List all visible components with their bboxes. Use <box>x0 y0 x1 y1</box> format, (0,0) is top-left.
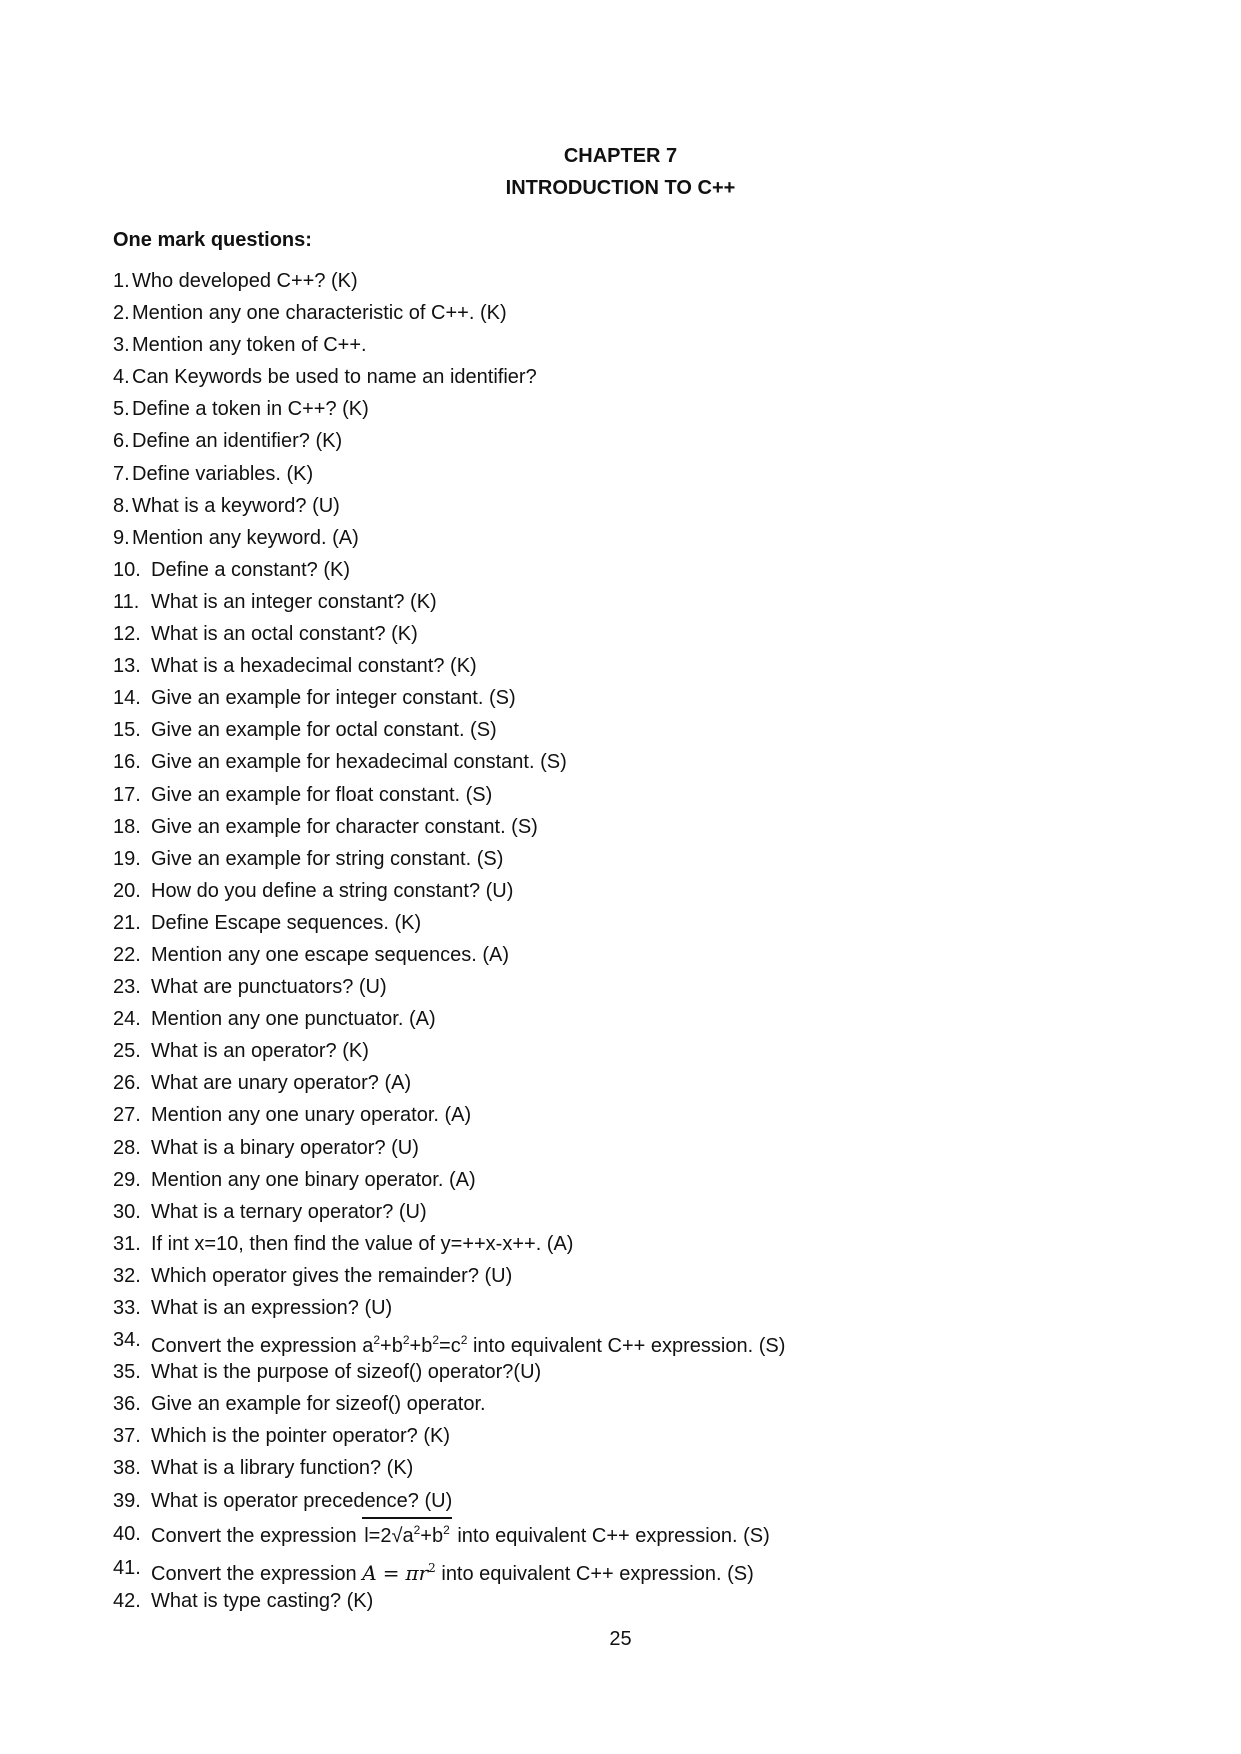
question-text <box>151 1517 770 1551</box>
question-item <box>113 939 1163 971</box>
question-number: 15. <box>113 719 141 742</box>
question-item <box>113 875 1163 907</box>
question-item <box>113 746 1163 778</box>
question-item <box>113 1292 1163 1324</box>
question-number: 37. <box>113 1425 141 1448</box>
formula-variable: π <box>405 1560 419 1585</box>
question-text: Mention any one escape sequences. (A) <box>151 943 509 966</box>
question-text: What is type casting? (K) <box>151 1589 374 1612</box>
question-text: What is a hexadecimal constant? (K) <box>151 655 477 678</box>
question-text: What is an expression? (U) <box>151 1297 393 1319</box>
question-item <box>113 490 1163 522</box>
formula-operator: = <box>382 1560 400 1585</box>
question-text: Which operator gives the remainder? (U) <box>151 1264 513 1287</box>
question-text: How do you define a string constant? (U) <box>151 879 514 902</box>
question-number: 34. <box>113 1329 141 1352</box>
page-number: 25 <box>609 1628 632 1650</box>
question-item <box>113 1164 1163 1196</box>
question-text: Can Keywords be used to name an identifier? <box>132 366 537 389</box>
text-part: +b <box>409 1335 433 1358</box>
chapter-number: CHAPTER 7 <box>563 145 678 167</box>
question-text: What is an integer constant? (K) <box>151 590 437 613</box>
question-number: 21. <box>113 911 141 934</box>
question-text: Give an example for string constant. (S) <box>151 847 504 870</box>
formula-part: +b <box>420 1524 444 1547</box>
question-item <box>113 1196 1163 1228</box>
question-number: 24. <box>113 1008 141 1031</box>
question-number: 1. <box>113 270 130 292</box>
question-number: 26. <box>113 1072 141 1095</box>
question-item <box>113 1132 1163 1164</box>
text-part: into equivalent C++ expression. (S) <box>467 1335 786 1358</box>
question-text: Define a token in C++? (K) <box>132 398 369 421</box>
question-number: 20. <box>113 879 141 902</box>
question-number: 14. <box>113 687 141 710</box>
question-number: 17. <box>113 783 141 806</box>
question-number: 5. <box>113 398 130 421</box>
question-item <box>113 1324 1163 1356</box>
question-text: Which is the pointer operator? (K) <box>151 1425 451 1448</box>
question-item <box>113 1228 1163 1260</box>
question-number: 10. <box>113 558 141 581</box>
question-number: 9. <box>113 526 130 549</box>
text-part: Convert the expression <box>151 1524 363 1547</box>
question-item <box>113 682 1163 714</box>
text-part: Convert the expression a <box>151 1335 374 1358</box>
question-text: Define a constant? (K) <box>151 558 350 581</box>
question-number: 7. <box>113 462 130 485</box>
question-text: Mention any token of C++. <box>132 334 367 357</box>
question-item <box>113 1388 1163 1420</box>
question-number: 13. <box>113 655 141 678</box>
question-number: 19. <box>113 847 141 870</box>
formula-part: a <box>402 1524 414 1547</box>
chapter-header <box>0 140 1241 204</box>
question-number: 23. <box>113 976 141 999</box>
formula <box>362 1560 436 1585</box>
question-number: 11. <box>113 590 140 613</box>
question-text: What is the purpose of sizeof() operator?(U) <box>151 1361 542 1384</box>
question-text: Who developed C++? (K) <box>132 270 358 292</box>
question-item <box>113 586 1163 618</box>
question-text: Give an example for character constant. (S) <box>151 815 538 838</box>
text-part: =c <box>439 1335 461 1358</box>
question-number: 28. <box>113 1136 141 1159</box>
superscript: 2 <box>373 1333 381 1348</box>
text-part: Convert the expression <box>151 1562 363 1585</box>
question-item <box>113 1585 1163 1617</box>
formula-variable: r <box>418 1560 429 1585</box>
question-text: What is a ternary operator? (U) <box>151 1200 427 1223</box>
superscript: 2 <box>402 1333 410 1348</box>
question-item <box>113 971 1163 1003</box>
question-number: 22. <box>113 943 141 966</box>
question-item <box>113 1067 1163 1099</box>
question-item <box>113 329 1163 361</box>
question-number: 6. <box>113 430 130 453</box>
question-item <box>113 1485 1163 1517</box>
question-text: Mention any one punctuator. (A) <box>151 1008 436 1031</box>
question-item <box>113 779 1163 811</box>
question-item <box>113 1099 1163 1131</box>
question-number: 39. <box>113 1489 141 1512</box>
superscript: 2 <box>443 1522 450 1537</box>
question-item <box>113 1035 1163 1067</box>
question-list <box>113 265 1163 1617</box>
question-text: Mention any one unary operator. (A) <box>151 1104 472 1127</box>
question-item <box>113 843 1163 875</box>
question-number: 32. <box>113 1264 141 1287</box>
question-item <box>113 811 1163 843</box>
question-item <box>113 1260 1163 1292</box>
question-number: 38. <box>113 1457 141 1480</box>
question-text: What are punctuators? (U) <box>151 976 387 999</box>
question-text <box>151 1551 754 1585</box>
text-part: into equivalent C++ expression. (S) <box>435 1562 754 1585</box>
question-text: Mention any one binary operator. (A) <box>151 1168 476 1191</box>
text-part: +b <box>380 1335 403 1358</box>
question-text: Give an example for octal constant. (S) <box>151 719 497 742</box>
question-item <box>113 297 1163 329</box>
question-number: 12. <box>113 623 141 646</box>
question-text: If int x=10, then find the value of y=++x-x++. (A) <box>151 1232 574 1255</box>
question-item <box>113 265 1163 297</box>
question-text <box>151 1324 785 1356</box>
question-number: 33. <box>113 1297 141 1319</box>
sqrt-icon: √ <box>391 1524 403 1547</box>
question-number: 27. <box>113 1104 141 1127</box>
question-text: Mention any keyword. (A) <box>132 526 359 549</box>
superscript: 2 <box>432 1333 440 1348</box>
question-item <box>113 1356 1163 1388</box>
superscript: 2 <box>413 1522 421 1537</box>
question-item <box>113 1551 1163 1585</box>
formula-variable: A <box>362 1560 377 1585</box>
question-text: Define Escape sequences. (K) <box>151 911 422 934</box>
question-text: What is a keyword? (U) <box>132 494 340 517</box>
question-item <box>113 714 1163 746</box>
question-number: 25. <box>113 1040 141 1063</box>
question-text: What is a binary operator? (U) <box>151 1136 419 1159</box>
question-item <box>113 1003 1163 1035</box>
question-number: 35. <box>113 1361 141 1384</box>
question-text: Give an example for float constant. (S) <box>151 783 493 806</box>
question-text: Define variables. (K) <box>132 462 314 485</box>
section-heading: One mark questions: <box>113 229 312 251</box>
question-item <box>113 1420 1163 1452</box>
question-number: 2. <box>113 302 130 325</box>
question-item <box>113 458 1163 490</box>
question-text: What are unary operator? (A) <box>151 1072 412 1095</box>
question-number: 8. <box>113 494 130 517</box>
question-number: 16. <box>113 751 141 774</box>
question-text: Give an example for hexadecimal constant. (S) <box>151 751 567 774</box>
question-text: What is a library function? (K) <box>151 1457 414 1480</box>
question-text: Mention any one characteristic of C++. (K) <box>132 302 507 325</box>
question-number: 3. <box>113 334 130 357</box>
question-number: 30. <box>113 1200 141 1223</box>
question-number: 36. <box>113 1393 141 1416</box>
question-number: 42. <box>113 1589 141 1612</box>
superscript: 2 <box>460 1333 468 1348</box>
question-item <box>113 425 1163 457</box>
formula <box>362 1517 452 1547</box>
question-number: 31. <box>113 1232 141 1255</box>
question-text: Define an identifier? (K) <box>132 430 343 453</box>
question-text: What is an operator? (K) <box>151 1040 369 1063</box>
question-number: 41. <box>113 1556 141 1579</box>
question-text: Give an example for integer constant. (S) <box>151 687 516 710</box>
question-item <box>113 522 1163 554</box>
question-text: What is operator precedence? (U) <box>151 1489 453 1512</box>
question-number: 29. <box>113 1168 141 1191</box>
question-item <box>113 650 1163 682</box>
chapter-title: INTRODUCTION TO C++ <box>505 177 736 199</box>
question-item <box>113 1517 1163 1551</box>
question-item <box>113 1452 1163 1484</box>
question-item <box>113 618 1163 650</box>
question-number: 40. <box>113 1522 141 1545</box>
question-text: What is an octal constant? (K) <box>151 623 418 646</box>
question-item <box>113 361 1163 393</box>
question-item <box>113 393 1163 425</box>
text-part: into equivalent C++ expression. (S) <box>451 1524 770 1547</box>
question-number: 18. <box>113 815 141 838</box>
question-text: Give an example for sizeof() operator. <box>151 1393 486 1416</box>
question-number: 4. <box>113 366 130 389</box>
superscript: 2 <box>428 1560 436 1575</box>
question-item <box>113 554 1163 586</box>
formula-lhs: l=2 <box>364 1524 392 1547</box>
question-item <box>113 907 1163 939</box>
